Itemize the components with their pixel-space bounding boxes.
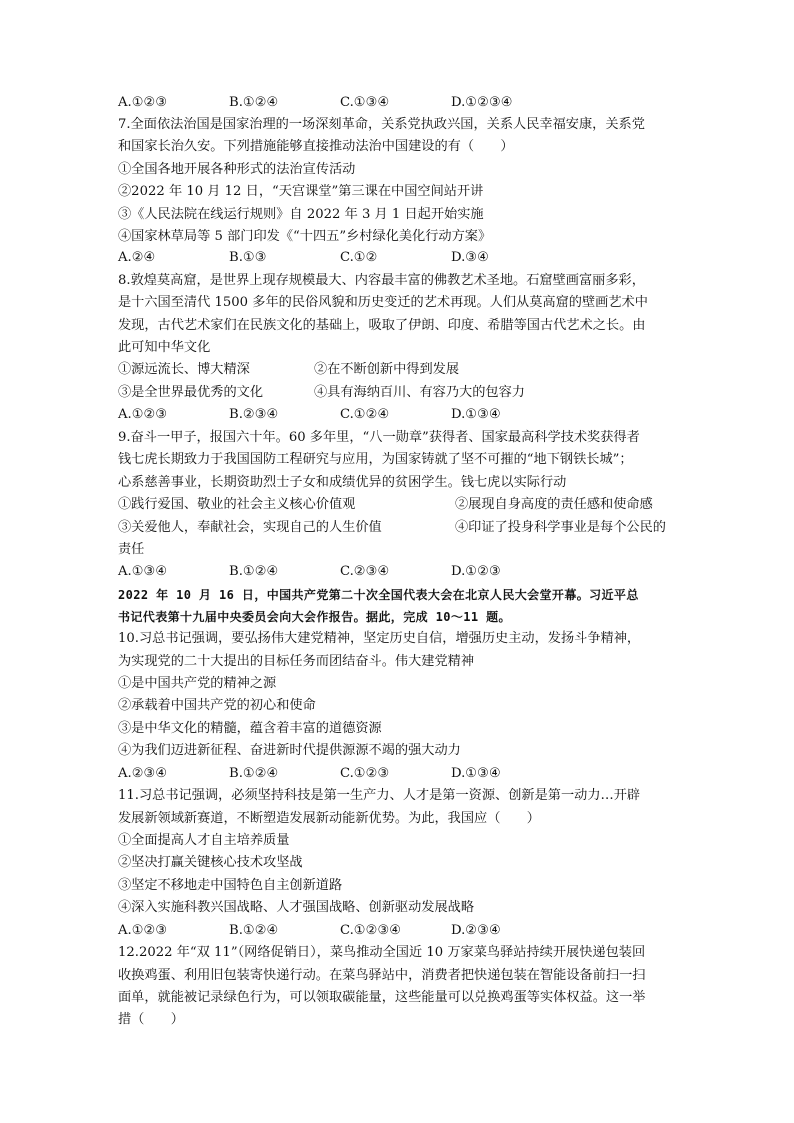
q8-item-row <box>118 382 525 404</box>
q10-item: ①是中国共产党的精神之源 <box>118 676 277 691</box>
q8-item-row <box>118 359 459 381</box>
answer-option[interactable]: B.①②④ <box>229 766 279 781</box>
q7-stem: 和国家长治久安。下列措施能够直接推动法治中国建设的有（ ） <box>118 139 514 154</box>
answer-option[interactable]: C.①②④ <box>340 407 390 422</box>
q11-item: ①全面提高人才自主培养质量 <box>118 833 290 848</box>
q10-item: ④为我们迈进新征程、奋进新时代提供源源不竭的强大动力 <box>118 743 461 758</box>
answer-option[interactable]: A.①②③ <box>118 923 168 938</box>
q12-stem: 措（ ） <box>118 1012 184 1027</box>
answer-option[interactable]: B.①②④ <box>229 923 279 938</box>
answer-option[interactable]: C.①② <box>340 250 378 265</box>
answer-option[interactable]: B.①②④ <box>229 564 279 579</box>
answer-option[interactable]: A.①③④ <box>118 564 168 579</box>
q10-item: ②承载着中国共产党的初心和使命 <box>118 698 316 713</box>
answer-option[interactable]: A.①②③ <box>118 407 168 422</box>
section-intro: 2022 年 10 月 16 日，中国共产党第二十次全国代表大会在北京人民大会堂开幕。习近平总 <box>118 588 639 602</box>
q8-item: ①源远流长、博大精深 <box>118 362 250 377</box>
q7-stem: 7.全面依法治国是国家治理的一场深刻革命，关系党执政兴国，关系人民幸福安康，关系党 <box>118 117 645 132</box>
q9-stem: 9.奋斗一甲子，报国六十年。60 多年里，“八一勋章”获得者、国家最高科学技术奖获得者 <box>118 430 640 445</box>
q12-stem: 12.2022 年“双 11”（网络促销日），菜鸟推动全国近 10 万家菜鸟驿站持续开展快递包装回 <box>118 945 646 960</box>
q9-stem: 心系慈善事业，长期资助烈士子女和成绩优异的贫困学生。钱七虎以实际行动 <box>118 475 567 490</box>
q11-answer-row <box>118 920 501 942</box>
q8-stem: 是十六国至清代 1500 多年的民俗风貌和历史变迁的艺术再现。人们从莫高窟的壁画艺术中 <box>118 295 648 310</box>
q9-item-continuation: 责任 <box>118 542 145 557</box>
q8-item: ②在不断创新中得到发展 <box>314 362 460 377</box>
answer-option[interactable]: B.②③④ <box>229 407 279 422</box>
answer-option[interactable]: C.①②③④ <box>340 923 402 938</box>
q9-answer-row <box>118 561 501 583</box>
q8-stem: 此可知中华文化 <box>118 340 211 355</box>
q10-item: ③是中华文化的精髓，蕴含着丰富的道德资源 <box>118 721 382 736</box>
q8-stem: 8.敦煌莫高窟，是世界上现存规模最大、内容最丰富的佛教艺术圣地。石窟壁画富丽多彩， <box>118 273 645 288</box>
q7-item: ②2022 年 10 月 12 日，“天宫课堂”第三课在中国空间站开讲 <box>118 184 484 199</box>
q11-item: ②坚决打赢关键核心技术攻坚战 <box>118 855 303 870</box>
q8-answer-row <box>118 404 501 426</box>
answer-option[interactable]: C.②③④ <box>340 564 390 579</box>
answer-option[interactable]: D.③④ <box>451 250 489 265</box>
answer-option[interactable]: A.②④ <box>118 250 156 265</box>
q11-stem: 发展新领域新赛道，不断塑造发展新动能新优势。为此，我国应（ ） <box>118 811 540 826</box>
q9-item-row <box>118 517 666 539</box>
q7-item: ①全国各地开展各种形式的法治宣传活动 <box>118 162 356 177</box>
answer-option[interactable]: D.②③④ <box>451 923 501 938</box>
q6-answer-row <box>118 92 513 114</box>
q7-item: ④国家林草局等 5 部门印发《“十四五”乡村绿化美化行动方案》 <box>118 229 492 244</box>
q11-item: ④深入实施科教兴国战略、人才强国战略、创新驱动发展战略 <box>118 900 475 915</box>
q7-item: ③《人民法院在线运行规则》自 2022 年 3 月 1 日起开始实施 <box>118 207 484 222</box>
answer-option[interactable]: A.②③④ <box>118 766 168 781</box>
q9-item: ③关爱他人，奉献社会，实现自己的人生价值 <box>118 520 382 535</box>
answer-option[interactable]: C.①③④ <box>340 95 390 110</box>
q9-item: ④印证了投身科学事业是每个公民的 <box>455 520 666 535</box>
q12-stem: 面单，就能被记录绿色行为，可以领取碳能量，这些能量可以兑换鸡蛋等实体权益。这一举 <box>118 990 646 1005</box>
answer-option[interactable]: D.①③④ <box>451 766 501 781</box>
q9-item: ②展现自身高度的责任感和使命感 <box>455 497 653 512</box>
answer-option[interactable]: D.①②③ <box>451 564 501 579</box>
q11-stem: 11.习总书记强调，必须坚持科技是第一生产力、人才是第一资源、创新是第一动力…开辟 <box>118 788 641 803</box>
q10-stem: 为实现党的二十大提出的目标任务而团结奋斗。伟大建党精神 <box>118 654 475 669</box>
answer-option[interactable]: D.①③④ <box>451 407 501 422</box>
section-intro: 书记代表第十九届中央委员会向大会作报告。据此，完成 10～11 题。 <box>118 610 511 624</box>
answer-option[interactable]: B.①③ <box>229 250 267 265</box>
q9-item-row <box>118 494 653 516</box>
q9-item: ①践行爱国、敬业的社会主义核心价值观 <box>118 497 356 512</box>
q8-item: ③是全世界最优秀的文化 <box>118 385 264 400</box>
q9-stem: 钱七虎长期致力于我国国防工程研究与应用，为国家铸就了坚不可摧的“地下钢铁长城”； <box>118 452 633 467</box>
q10-answer-row <box>118 763 501 785</box>
answer-option[interactable]: A.①②③ <box>118 95 168 110</box>
q12-stem: 收换鸡蛋、利用旧包装寄快递行动。在菜鸟驿站中，消费者把快递包装在智能设备前扫一扫 <box>118 968 646 983</box>
answer-option[interactable]: B.①②④ <box>229 95 279 110</box>
q10-stem: 10.习总书记强调，要弘扬伟大建党精神，坚定历史自信，增强历史主动，发扬斗争精神， <box>118 631 641 646</box>
q7-answer-row <box>118 247 489 269</box>
q8-item: ④具有海纳百川、有容乃大的包容力 <box>314 385 525 400</box>
q11-item: ③坚定不移地走中国特色自主创新道路 <box>118 878 343 893</box>
answer-option[interactable]: D.①②③④ <box>451 95 513 110</box>
answer-option[interactable]: C.①②③ <box>340 766 390 781</box>
q8-stem: 发现，古代艺术家们在民族文化的基础上，吸取了伊朗、印度、希腊等国古代艺术之长。由 <box>118 318 646 333</box>
